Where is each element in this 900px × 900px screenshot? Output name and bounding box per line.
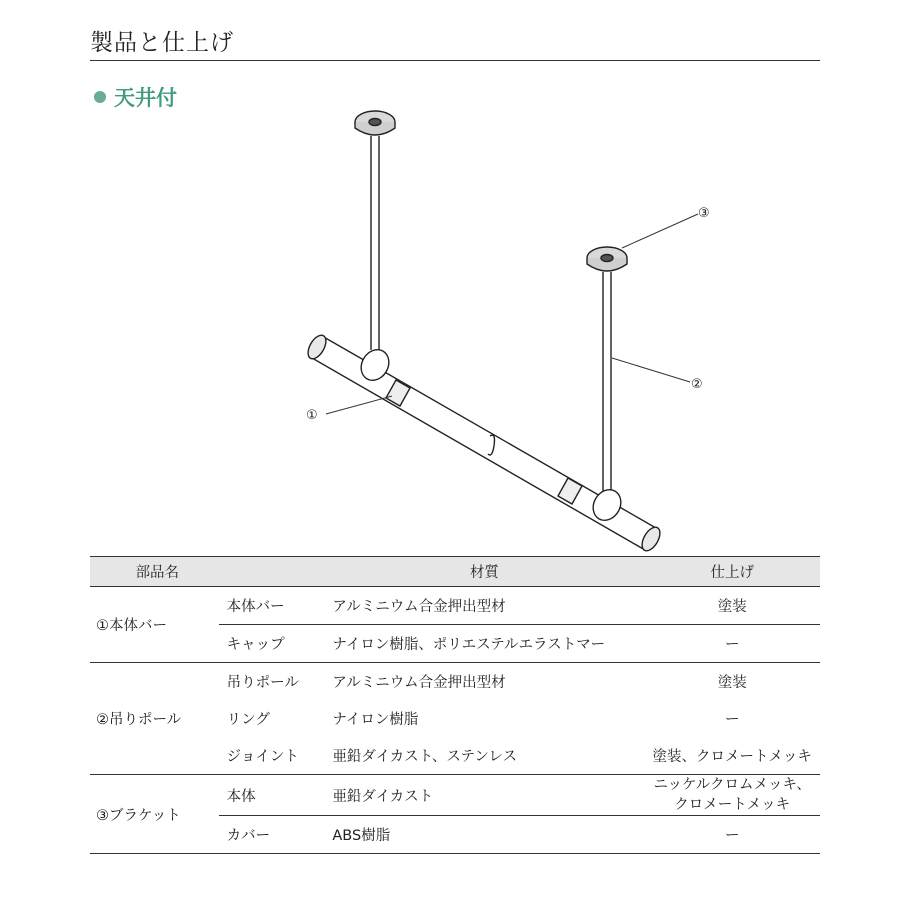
hanging-pole-left [371, 136, 379, 352]
finish-cell: 塗装、クロメートメッキ [644, 737, 820, 775]
finish-cell: ー [724, 712, 740, 728]
finish-cell: 塗装 [717, 675, 747, 691]
finish-line: クロメートメッキ [674, 797, 791, 813]
part-name: ②吊りポール [90, 663, 219, 775]
component-name: ジョイント [219, 737, 325, 775]
finish-cell: ー [644, 625, 820, 663]
table-row [90, 587, 820, 625]
spec-table [90, 556, 820, 854]
section-label: 天井付 [114, 86, 177, 110]
part-name: ③ブラケット [90, 775, 219, 854]
finish-cell [644, 775, 820, 816]
part-name: ①本体バー [90, 587, 219, 663]
table-row [90, 775, 820, 816]
table-header-row [90, 557, 820, 587]
material-cell: 亜鉛ダイカスト、ステンレス [324, 737, 644, 775]
material-cell: アルミニウム合金押出型材 [324, 587, 644, 625]
finish-cell: ー [644, 816, 820, 854]
header-material: 材質 [324, 557, 644, 587]
material-cell: ナイロン樹脂、ポリエステルエラストマー [324, 625, 644, 663]
header-part: 部品名 [90, 557, 219, 587]
component-name: カバー [219, 816, 325, 854]
finish-line: ニッケルクロムメッキ、 [653, 777, 811, 793]
finish-cell: 塗装 [644, 587, 820, 625]
callout-2: ② [691, 377, 703, 392]
component-name: 本体 [219, 775, 325, 816]
component-name: キャップ [219, 625, 325, 663]
header-finish: 仕上げ [644, 557, 820, 587]
material-cell: ナイロン樹脂 [332, 712, 419, 728]
component-name: 本体バー [219, 587, 325, 625]
material-cell: ABS樹脂 [324, 816, 644, 854]
material-cell: 亜鉛ダイカスト [324, 775, 644, 816]
component-name: リング [226, 712, 270, 728]
ceiling-bracket-right [587, 247, 627, 271]
component-name: 吊りポール [226, 675, 299, 691]
header-blank [219, 557, 325, 587]
hanging-pole-right [603, 272, 611, 494]
material-cell: アルミニウム合金押出型材 [332, 675, 506, 691]
callout-1: ① [306, 408, 318, 423]
ceiling-bracket-left [355, 111, 395, 135]
table-row [90, 663, 820, 701]
page-title: 製品と仕上げ [90, 30, 234, 56]
callout-3: ③ [698, 206, 710, 221]
main-bar [304, 332, 663, 554]
